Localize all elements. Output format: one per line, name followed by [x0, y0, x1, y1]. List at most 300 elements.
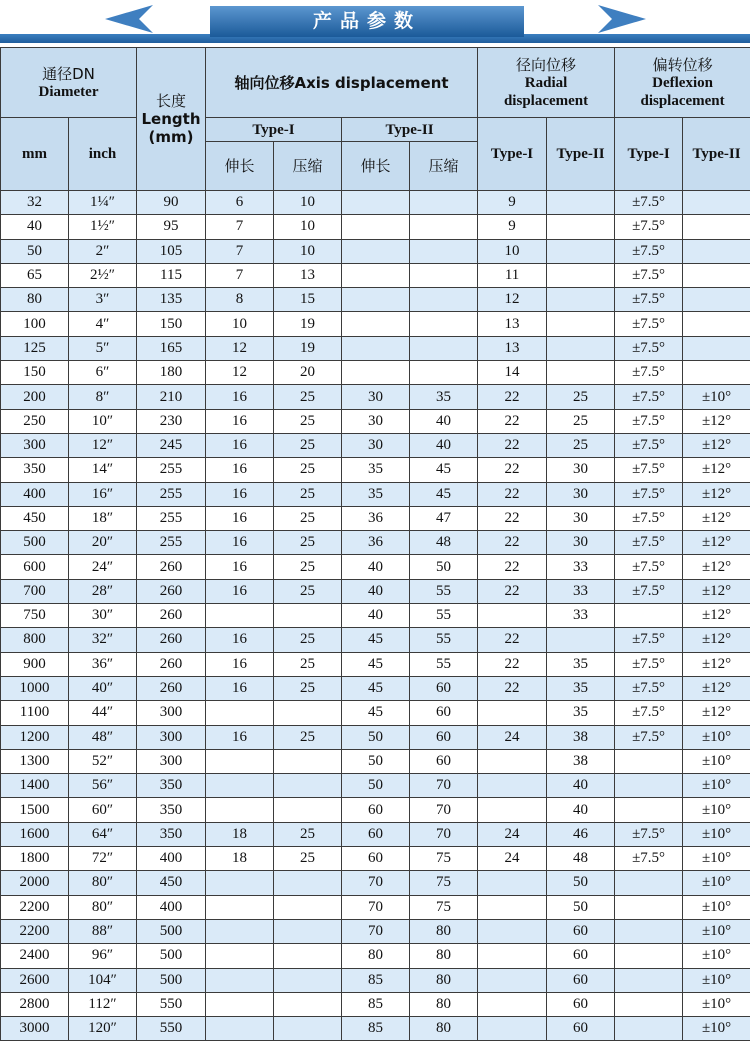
cell-dn-inch: 1¼″ — [69, 191, 137, 215]
cell-axis-type2-compress: 75 — [410, 871, 478, 895]
header-inch: inch — [69, 118, 137, 191]
cell-radial-type2 — [547, 288, 615, 312]
cell-deflexion-type1: ±7.5° — [615, 191, 683, 215]
cell-dn-inch: 20″ — [69, 531, 137, 555]
cell-dn-mm: 1000 — [1, 676, 69, 700]
cell-radial-type2: 30 — [547, 531, 615, 555]
cell-radial-type1: 22 — [478, 482, 547, 506]
cell-length: 95 — [137, 215, 206, 239]
cell-deflexion-type1: ±7.5° — [615, 725, 683, 749]
cell-axis-type1-stretch: 16 — [206, 555, 274, 579]
cell-dn-inch: 88″ — [69, 919, 137, 943]
cell-axis-type2-stretch: 70 — [342, 895, 410, 919]
table-row — [1, 944, 750, 968]
cell-deflexion-type1 — [615, 895, 683, 919]
cell-dn-inch: 14″ — [69, 458, 137, 482]
cell-radial-type2 — [547, 215, 615, 239]
cell-deflexion-type1 — [615, 919, 683, 943]
cell-axis-type1-compress — [274, 944, 342, 968]
cell-axis-type1-stretch — [206, 604, 274, 628]
cell-dn-inch: 24″ — [69, 555, 137, 579]
cell-length: 165 — [137, 336, 206, 360]
cell-deflexion-type2: ±10° — [683, 968, 750, 992]
header-radial-en2: displacement — [503, 92, 589, 109]
cell-radial-type1 — [478, 798, 547, 822]
cell-length: 255 — [137, 506, 206, 530]
cell-deflexion-type2: ±10° — [683, 725, 750, 749]
cell-dn-mm: 1300 — [1, 749, 69, 773]
cell-length: 105 — [137, 239, 206, 263]
cell-length: 300 — [137, 725, 206, 749]
header-length-en: Length — [141, 110, 201, 128]
cell-axis-type2-stretch: 35 — [342, 458, 410, 482]
cell-deflexion-type1: ±7.5° — [615, 555, 683, 579]
cell-deflexion-type1 — [615, 871, 683, 895]
header-mm: mm — [1, 118, 69, 191]
cell-dn-inch: 52″ — [69, 749, 137, 773]
cell-axis-type1-compress: 25 — [274, 555, 342, 579]
table-row — [1, 871, 750, 895]
table-row — [1, 385, 750, 409]
cell-axis-type2-compress: 55 — [410, 604, 478, 628]
cell-deflexion-type2 — [683, 191, 750, 215]
cell-radial-type1: 22 — [478, 433, 547, 457]
cell-axis-type2-stretch: 30 — [342, 433, 410, 457]
cell-radial-type1: 13 — [478, 336, 547, 360]
cell-axis-type1-compress: 25 — [274, 676, 342, 700]
cell-deflexion-type2: ±10° — [683, 749, 750, 773]
cell-axis-type2-compress — [410, 361, 478, 385]
cell-axis-type2-stretch: 40 — [342, 604, 410, 628]
cell-radial-type1: 24 — [478, 725, 547, 749]
header-axis-type2: Type-II — [342, 118, 478, 142]
cell-deflexion-type1: ±7.5° — [615, 579, 683, 603]
banner — [0, 0, 750, 44]
cell-deflexion-type2 — [683, 215, 750, 239]
cell-radial-type1: 22 — [478, 628, 547, 652]
cell-radial-type2: 46 — [547, 822, 615, 846]
table-row — [1, 409, 750, 433]
cell-radial-type2: 35 — [547, 676, 615, 700]
cell-radial-type1: 14 — [478, 361, 547, 385]
cell-axis-type1-compress: 25 — [274, 579, 342, 603]
cell-deflexion-type1 — [615, 798, 683, 822]
cell-axis-type1-stretch: 8 — [206, 288, 274, 312]
cell-dn-inch: 112″ — [69, 992, 137, 1016]
cell-radial-type2: 60 — [547, 968, 615, 992]
cell-deflexion-type1: ±7.5° — [615, 312, 683, 336]
cell-dn-mm: 250 — [1, 409, 69, 433]
cell-radial-type2 — [547, 361, 615, 385]
table-row — [1, 895, 750, 919]
cell-deflexion-type2: ±10° — [683, 822, 750, 846]
cell-axis-type2-compress: 75 — [410, 847, 478, 871]
cell-dn-mm: 65 — [1, 263, 69, 287]
cell-dn-inch: 2½″ — [69, 263, 137, 287]
cell-deflexion-type2: ±12° — [683, 458, 750, 482]
cell-dn-inch: 36″ — [69, 652, 137, 676]
cell-axis-type1-stretch — [206, 919, 274, 943]
cell-axis-type2-stretch — [342, 191, 410, 215]
cell-axis-type2-compress: 55 — [410, 628, 478, 652]
cell-radial-type2: 40 — [547, 774, 615, 798]
cell-radial-type2: 25 — [547, 433, 615, 457]
cell-dn-mm: 2600 — [1, 968, 69, 992]
table-row — [1, 433, 750, 457]
table-row — [1, 579, 750, 603]
cell-length: 90 — [137, 191, 206, 215]
cell-axis-type1-stretch: 16 — [206, 506, 274, 530]
cell-deflexion-type2 — [683, 361, 750, 385]
cell-axis-type1-compress: 25 — [274, 409, 342, 433]
cell-axis-type1-compress: 13 — [274, 263, 342, 287]
header-radial-type1: Type-I — [478, 118, 547, 191]
cell-length: 500 — [137, 919, 206, 943]
cell-dn-mm: 1200 — [1, 725, 69, 749]
table-row — [1, 652, 750, 676]
cell-axis-type1-stretch: 18 — [206, 822, 274, 846]
cell-deflexion-type1: ±7.5° — [615, 482, 683, 506]
cell-dn-mm: 1800 — [1, 847, 69, 871]
header-type1-compress: 压缩 — [274, 142, 342, 191]
cell-radial-type1: 24 — [478, 822, 547, 846]
cell-deflexion-type1: ±7.5° — [615, 239, 683, 263]
cell-length: 135 — [137, 288, 206, 312]
cell-deflexion-type2: ±10° — [683, 847, 750, 871]
cell-axis-type1-compress: 25 — [274, 482, 342, 506]
cell-deflexion-type1: ±7.5° — [615, 263, 683, 287]
header-deflexion-type1: Type-I — [615, 118, 683, 191]
cell-deflexion-type2: ±12° — [683, 701, 750, 725]
cell-axis-type1-compress: 25 — [274, 847, 342, 871]
cell-deflexion-type1 — [615, 749, 683, 773]
cell-dn-mm: 450 — [1, 506, 69, 530]
header-type1-stretch: 伸长 — [206, 142, 274, 191]
cell-radial-type1: 22 — [478, 409, 547, 433]
cell-axis-type2-stretch: 50 — [342, 749, 410, 773]
cell-deflexion-type1: ±7.5° — [615, 701, 683, 725]
cell-axis-type2-stretch: 45 — [342, 676, 410, 700]
cell-length: 260 — [137, 604, 206, 628]
cell-deflexion-type2: ±12° — [683, 579, 750, 603]
cell-axis-type1-compress: 25 — [274, 725, 342, 749]
cell-axis-type1-compress: 25 — [274, 433, 342, 457]
cell-axis-type2-compress — [410, 288, 478, 312]
cell-radial-type1: 22 — [478, 676, 547, 700]
cell-axis-type1-compress — [274, 1017, 342, 1041]
cell-dn-mm: 1100 — [1, 701, 69, 725]
table-row — [1, 628, 750, 652]
cell-deflexion-type1: ±7.5° — [615, 385, 683, 409]
cell-deflexion-type2: ±10° — [683, 798, 750, 822]
cell-axis-type2-stretch: 60 — [342, 798, 410, 822]
cell-axis-type1-stretch: 7 — [206, 239, 274, 263]
cell-length: 350 — [137, 822, 206, 846]
cell-dn-mm: 600 — [1, 555, 69, 579]
cell-deflexion-type2: ±10° — [683, 774, 750, 798]
cell-axis-type2-compress: 80 — [410, 992, 478, 1016]
cell-radial-type2: 38 — [547, 725, 615, 749]
cell-deflexion-type1: ±7.5° — [615, 531, 683, 555]
cell-dn-mm: 3000 — [1, 1017, 69, 1041]
cell-radial-type1: 22 — [478, 506, 547, 530]
cell-axis-type2-compress — [410, 312, 478, 336]
header-diameter — [1, 48, 137, 118]
cell-dn-mm: 100 — [1, 312, 69, 336]
cell-axis-type1-compress — [274, 774, 342, 798]
cell-radial-type2: 50 — [547, 871, 615, 895]
cell-axis-type2-stretch — [342, 239, 410, 263]
cell-axis-type2-compress: 55 — [410, 652, 478, 676]
cell-length: 255 — [137, 458, 206, 482]
cell-axis-type2-compress: 80 — [410, 1017, 478, 1041]
table-row — [1, 968, 750, 992]
cell-radial-type2: 60 — [547, 992, 615, 1016]
cell-axis-type1-compress — [274, 919, 342, 943]
cell-axis-type2-stretch — [342, 361, 410, 385]
cell-axis-type2-compress: 40 — [410, 409, 478, 433]
cell-deflexion-type1: ±7.5° — [615, 409, 683, 433]
table-row — [1, 555, 750, 579]
cell-radial-type1 — [478, 701, 547, 725]
cell-dn-mm: 1500 — [1, 798, 69, 822]
cell-axis-type2-stretch: 40 — [342, 579, 410, 603]
cell-radial-type2: 60 — [547, 919, 615, 943]
cell-radial-type2: 50 — [547, 895, 615, 919]
cell-dn-inch: 16″ — [69, 482, 137, 506]
cell-axis-type2-compress: 45 — [410, 458, 478, 482]
cell-length: 550 — [137, 992, 206, 1016]
cell-radial-type2: 40 — [547, 798, 615, 822]
cell-axis-type2-compress: 70 — [410, 774, 478, 798]
cell-dn-inch: 2″ — [69, 239, 137, 263]
table-row — [1, 992, 750, 1016]
cell-deflexion-type1 — [615, 968, 683, 992]
cell-axis-type2-compress: 35 — [410, 385, 478, 409]
cell-radial-type1 — [478, 968, 547, 992]
cell-dn-inch: 56″ — [69, 774, 137, 798]
cell-radial-type2: 33 — [547, 555, 615, 579]
cell-axis-type2-compress — [410, 239, 478, 263]
cell-dn-mm: 125 — [1, 336, 69, 360]
cell-dn-mm: 900 — [1, 652, 69, 676]
cell-length: 350 — [137, 798, 206, 822]
cell-axis-type2-compress: 48 — [410, 531, 478, 555]
table-row — [1, 847, 750, 871]
cell-dn-inch: 6″ — [69, 361, 137, 385]
header-length — [137, 48, 206, 191]
cell-dn-mm: 2200 — [1, 895, 69, 919]
cell-dn-mm: 150 — [1, 361, 69, 385]
cell-length: 255 — [137, 482, 206, 506]
cell-axis-type1-stretch: 16 — [206, 652, 274, 676]
cell-radial-type2: 33 — [547, 604, 615, 628]
cell-dn-inch: 44″ — [69, 701, 137, 725]
cell-axis-type1-compress — [274, 871, 342, 895]
cell-dn-inch: 12″ — [69, 433, 137, 457]
cell-deflexion-type1 — [615, 604, 683, 628]
header-axis-type1: Type-I — [206, 118, 342, 142]
table-row — [1, 604, 750, 628]
cell-dn-mm: 1600 — [1, 822, 69, 846]
cell-radial-type1: 24 — [478, 847, 547, 871]
cell-axis-type2-compress: 55 — [410, 579, 478, 603]
cell-axis-type1-compress — [274, 701, 342, 725]
cell-axis-type2-stretch: 45 — [342, 628, 410, 652]
cell-axis-type2-stretch — [342, 336, 410, 360]
cell-dn-inch: 104″ — [69, 968, 137, 992]
cell-radial-type2 — [547, 263, 615, 287]
cell-deflexion-type2: ±12° — [683, 628, 750, 652]
cell-radial-type2 — [547, 239, 615, 263]
cell-axis-type2-compress — [410, 215, 478, 239]
table-row — [1, 191, 750, 215]
cell-radial-type1: 22 — [478, 531, 547, 555]
cell-axis-type1-stretch — [206, 992, 274, 1016]
cell-deflexion-type2: ±10° — [683, 919, 750, 943]
cell-length: 500 — [137, 944, 206, 968]
banner-title: 产品参数 — [210, 6, 524, 37]
cell-deflexion-type1: ±7.5° — [615, 822, 683, 846]
table-body — [1, 191, 750, 1041]
cell-radial-type1 — [478, 749, 547, 773]
cell-dn-inch: 32″ — [69, 628, 137, 652]
header-deflexion-en2: displacement — [640, 92, 725, 109]
header-radial-type2: Type-II — [547, 118, 615, 191]
cell-axis-type1-stretch: 16 — [206, 531, 274, 555]
cell-radial-type2: 30 — [547, 458, 615, 482]
cell-deflexion-type2: ±12° — [683, 531, 750, 555]
cell-deflexion-type2: ±12° — [683, 482, 750, 506]
cell-dn-mm: 300 — [1, 433, 69, 457]
cell-axis-type1-stretch: 16 — [206, 579, 274, 603]
cell-deflexion-type2: ±10° — [683, 895, 750, 919]
cell-axis-type2-stretch: 36 — [342, 506, 410, 530]
cell-axis-type2-stretch: 50 — [342, 774, 410, 798]
cell-axis-type1-stretch — [206, 895, 274, 919]
header-type2-compress: 压缩 — [410, 142, 478, 191]
cell-radial-type1 — [478, 895, 547, 919]
cell-axis-type2-stretch: 85 — [342, 1017, 410, 1041]
cell-axis-type2-compress: 60 — [410, 701, 478, 725]
cell-radial-type1 — [478, 944, 547, 968]
cell-deflexion-type1 — [615, 774, 683, 798]
right-arrow-icon — [596, 2, 646, 36]
cell-deflexion-type2: ±12° — [683, 652, 750, 676]
cell-length: 300 — [137, 701, 206, 725]
cell-dn-mm: 200 — [1, 385, 69, 409]
cell-radial-type1 — [478, 919, 547, 943]
cell-deflexion-type1: ±7.5° — [615, 628, 683, 652]
header-deflexion — [615, 48, 750, 118]
cell-axis-type1-compress — [274, 749, 342, 773]
cell-radial-type2 — [547, 312, 615, 336]
cell-deflexion-type1: ±7.5° — [615, 336, 683, 360]
cell-axis-type1-compress: 25 — [274, 822, 342, 846]
cell-axis-type2-stretch: 85 — [342, 992, 410, 1016]
cell-radial-type1 — [478, 1017, 547, 1041]
cell-radial-type1: 9 — [478, 191, 547, 215]
cell-dn-inch: 5″ — [69, 336, 137, 360]
cell-length: 450 — [137, 871, 206, 895]
cell-deflexion-type2: ±10° — [683, 385, 750, 409]
cell-radial-type2: 25 — [547, 409, 615, 433]
cell-axis-type1-compress: 19 — [274, 336, 342, 360]
cell-deflexion-type1: ±7.5° — [615, 458, 683, 482]
cell-length: 260 — [137, 676, 206, 700]
cell-axis-type1-stretch — [206, 701, 274, 725]
cell-axis-type2-compress: 60 — [410, 749, 478, 773]
cell-axis-type2-stretch: 35 — [342, 482, 410, 506]
cell-axis-type1-stretch — [206, 871, 274, 895]
cell-radial-type1 — [478, 774, 547, 798]
cell-dn-inch: 48″ — [69, 725, 137, 749]
table-row — [1, 312, 750, 336]
cell-dn-inch: 60″ — [69, 798, 137, 822]
header-deflexion-cn: 偏转位移 — [652, 55, 713, 74]
cell-deflexion-type2: ±12° — [683, 555, 750, 579]
cell-axis-type1-stretch: 16 — [206, 433, 274, 457]
cell-dn-mm: 800 — [1, 628, 69, 652]
cell-dn-mm: 32 — [1, 191, 69, 215]
cell-length: 150 — [137, 312, 206, 336]
cell-axis-type1-compress — [274, 798, 342, 822]
cell-axis-type2-stretch: 45 — [342, 652, 410, 676]
cell-axis-type2-stretch: 70 — [342, 919, 410, 943]
table-row — [1, 361, 750, 385]
cell-radial-type1 — [478, 992, 547, 1016]
table-row — [1, 822, 750, 846]
cell-axis-type1-stretch: 16 — [206, 482, 274, 506]
cell-deflexion-type1 — [615, 1017, 683, 1041]
cell-axis-type1-stretch: 16 — [206, 628, 274, 652]
cell-axis-type1-stretch: 7 — [206, 263, 274, 287]
cell-axis-type2-stretch: 80 — [342, 944, 410, 968]
cell-axis-type1-compress: 20 — [274, 361, 342, 385]
table-row — [1, 676, 750, 700]
cell-deflexion-type1: ±7.5° — [615, 433, 683, 457]
cell-deflexion-type1: ±7.5° — [615, 676, 683, 700]
cell-deflexion-type1 — [615, 944, 683, 968]
cell-dn-mm: 400 — [1, 482, 69, 506]
cell-axis-type1-stretch: 16 — [206, 458, 274, 482]
cell-length: 260 — [137, 579, 206, 603]
cell-axis-type1-compress: 25 — [274, 628, 342, 652]
cell-length: 260 — [137, 628, 206, 652]
cell-radial-type2 — [547, 628, 615, 652]
cell-dn-inch: 40″ — [69, 676, 137, 700]
header-radial — [478, 48, 615, 118]
cell-axis-type2-stretch — [342, 288, 410, 312]
cell-radial-type1: 22 — [478, 458, 547, 482]
cell-length: 255 — [137, 531, 206, 555]
table-row — [1, 482, 750, 506]
cell-axis-type2-stretch: 60 — [342, 822, 410, 846]
left-arrow-icon — [105, 2, 155, 36]
header-deflexion-type2: Type-II — [683, 118, 750, 191]
table-row — [1, 239, 750, 263]
cell-dn-mm: 50 — [1, 239, 69, 263]
cell-length: 300 — [137, 749, 206, 773]
cell-dn-mm: 2400 — [1, 944, 69, 968]
cell-axis-type2-stretch: 70 — [342, 871, 410, 895]
cell-radial-type2: 35 — [547, 701, 615, 725]
header-diameter-en: Diameter — [38, 83, 99, 100]
cell-axis-type2-stretch — [342, 263, 410, 287]
cell-radial-type2: 60 — [547, 944, 615, 968]
cell-deflexion-type2 — [683, 336, 750, 360]
table-row — [1, 263, 750, 287]
